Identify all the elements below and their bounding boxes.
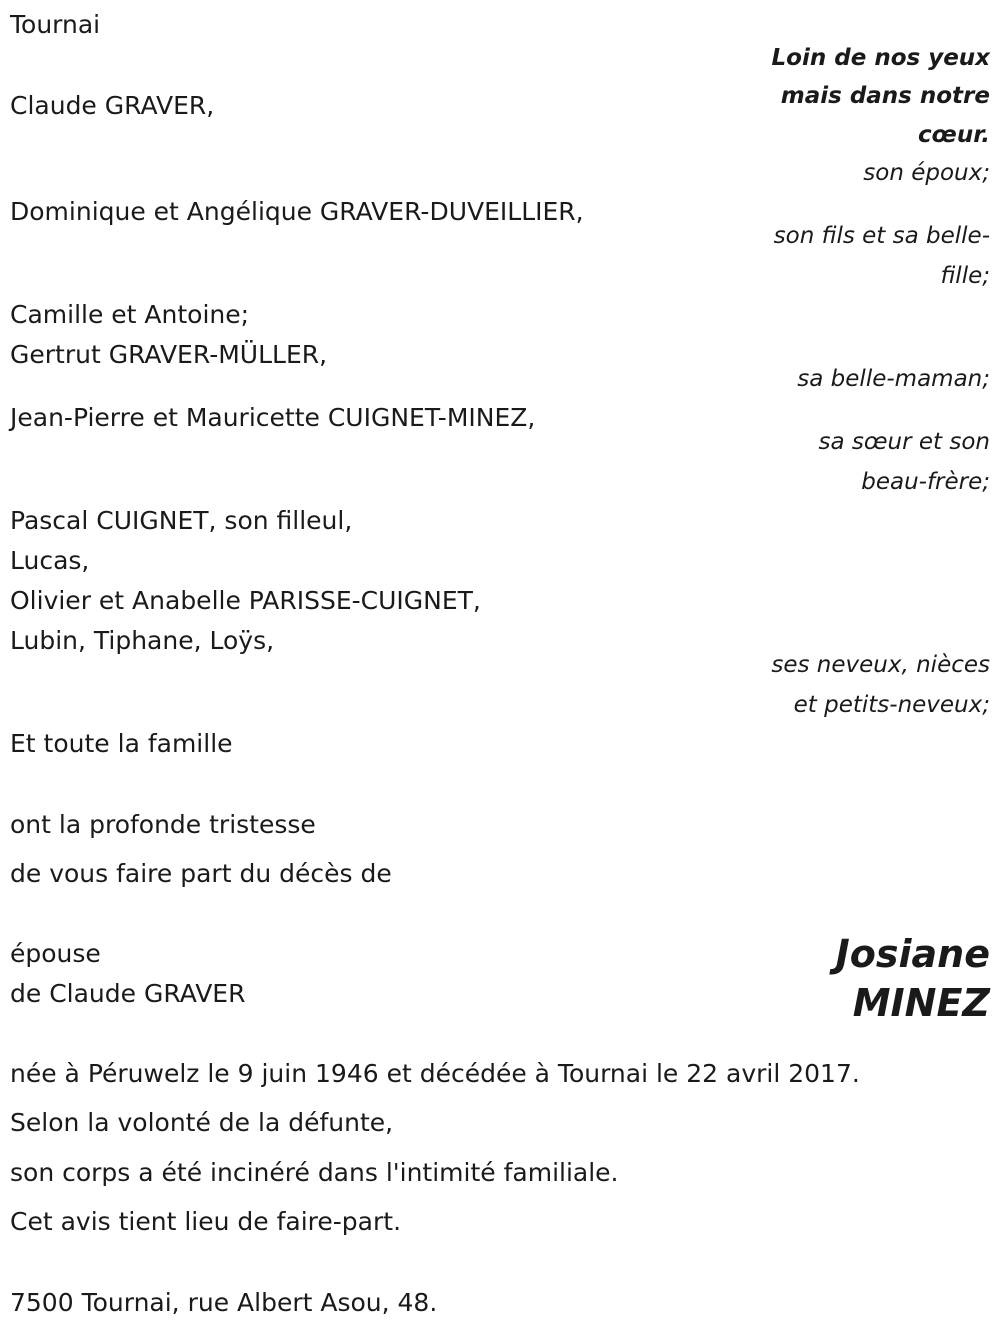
family-member: Pascal CUIGNET, son filleul, [10, 506, 353, 535]
family-member: Olivier et Anabelle PARISSE-CUIGNET, [10, 586, 481, 615]
relation-label: sa belle-maman; [797, 366, 990, 392]
spouse-line: de Claude GRAVER [10, 979, 246, 1008]
relation-label: son époux; [863, 160, 990, 186]
details-line: Cet avis tient lieu de faire-part. [10, 1207, 402, 1236]
relation-label: fille; [940, 263, 990, 289]
address: 7500 Tournai, rue Albert Asou, 48. [10, 1288, 438, 1317]
family-member: Jean-Pierre et Mauricette CUIGNET-MINEZ, [10, 403, 536, 432]
details-line: Selon la volonté de la défunte, [10, 1108, 394, 1137]
spouse-line: épouse [10, 939, 101, 968]
relation-label: ses neveux, nièces [771, 652, 990, 678]
city-heading: Tournai [10, 10, 101, 39]
relation-label: sa sœur et son [818, 429, 990, 455]
details-line: née à Péruwelz le 9 juin 1946 et décédée à Tournai le 22 avril 2017. [10, 1059, 860, 1088]
relation-label: beau-frère; [861, 469, 990, 495]
relation-label: son fils et sa belle- [773, 223, 990, 249]
family-member: Gertrut GRAVER-MÜLLER, [10, 340, 328, 369]
family-member: Camille et Antoine; [10, 300, 250, 329]
family-member: Dominique et Angélique GRAVER-DUVEILLIER, [10, 197, 584, 226]
intro-line: ont la profonde tristesse [10, 810, 316, 839]
motto-line: cœur. [918, 122, 990, 148]
family-member: Claude GRAVER, [10, 91, 215, 120]
deceased-first-name: Josiane [835, 932, 990, 976]
deceased-last-name: MINEZ [852, 981, 990, 1025]
family-member: Et toute la famille [10, 729, 233, 758]
details-line: son corps a été incinéré dans l'intimité familiale. [10, 1158, 619, 1187]
relation-label: et petits-neveux; [793, 692, 990, 718]
motto-line: Loin de nos yeux [771, 45, 990, 71]
intro-line: de vous faire part du décès de [10, 859, 392, 888]
motto-line: mais dans notre [780, 83, 990, 109]
family-member: Lucas, [10, 546, 90, 575]
family-member: Lubin, Tiphane, Loÿs, [10, 626, 275, 655]
